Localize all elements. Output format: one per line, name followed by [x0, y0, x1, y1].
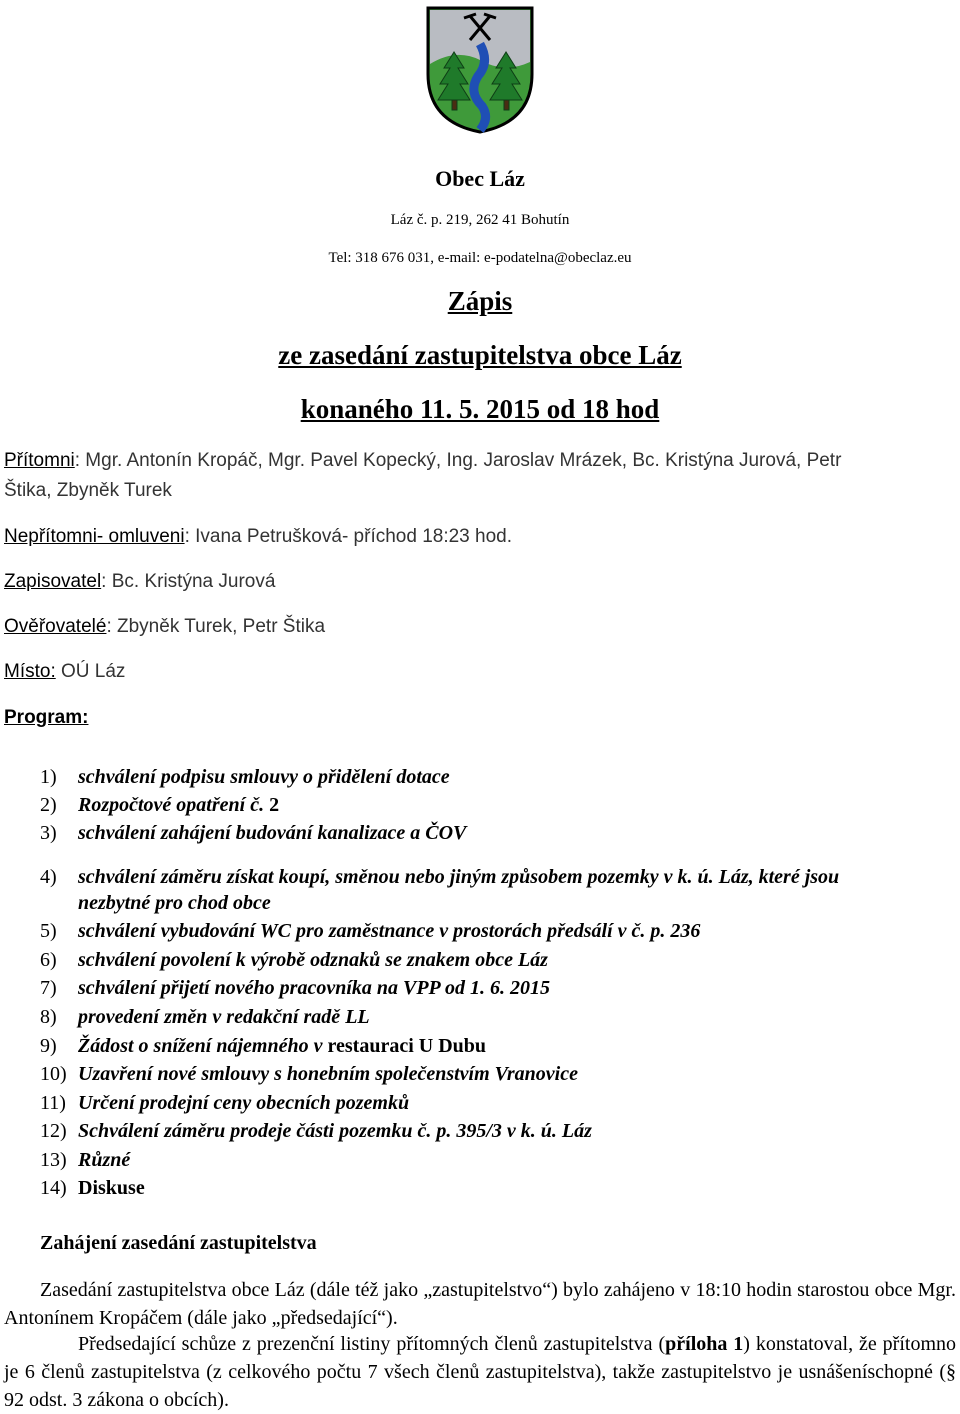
agenda-number: 7) [40, 977, 57, 999]
agenda-text-line2: nezbytné pro chod obce [78, 892, 271, 914]
agenda-item [40, 1175, 958, 1201]
agenda-item [40, 1004, 958, 1030]
agenda-number: 13) [40, 1149, 67, 1171]
agenda-item [40, 820, 958, 846]
municipal-coat-of-arms [424, 4, 536, 136]
agenda-text-main: Rozpočtové opatření č. [78, 794, 265, 816]
program-label: Program: [4, 707, 89, 728]
attachment-reference: příloha 1 [665, 1333, 744, 1355]
agenda-number: 6) [40, 949, 57, 971]
absent-label: Nepřítomni- omluveni [4, 526, 185, 547]
agenda-text: provedení změn v redakční radě LL [78, 1006, 370, 1028]
agenda-text: schválení přijetí nového pracovníka na VPP od 1. 6. 2015 [78, 977, 551, 999]
agenda-text-tail: 2 [264, 794, 280, 816]
agenda-text: schválení zahájení budování kanalizace a ČOV [78, 822, 467, 844]
agenda-item [40, 918, 958, 944]
absent-value: : Ivana Petrušková- příchod 18:23 hod. [184, 526, 513, 547]
agenda-number: 10) [40, 1063, 67, 1085]
place-value: OÚ Láz [55, 661, 126, 682]
present-line-2: Štika, Zbyněk Turek [4, 480, 172, 501]
agenda-number: 11) [40, 1092, 66, 1114]
agenda-item [40, 1090, 958, 1116]
agenda-item [40, 947, 958, 973]
absent-line [4, 526, 956, 548]
agenda-item [40, 1118, 958, 1144]
agenda-number: 9) [40, 1035, 57, 1057]
recorder-value: : Bc. Kristýna Jurová [101, 571, 276, 592]
agenda-text: Uzavření nové smlouvy s honebním společenstvím Vranovice [78, 1063, 578, 1085]
org-address: Láz č. p. 219, 262 41 Bohutín [390, 212, 570, 228]
agenda-text: Různé [78, 1149, 131, 1171]
recorder-line [4, 571, 956, 593]
agenda-number: 14) [40, 1177, 67, 1199]
place-label: Místo: [4, 661, 56, 682]
agenda-item [40, 1147, 958, 1173]
agenda-item [40, 1061, 958, 1087]
agenda-number: 2) [40, 794, 57, 816]
place-line [4, 661, 956, 683]
opening-paragraph: Zasedání zastupitelstva obce Láz (dále též jako „zastupitelstvo“) bylo zahájeno v 18:10 hodin starostou obce Mgr. Antonínem Kropáčem (dále jako „předsedající“). [4, 1279, 956, 1329]
agenda-item [40, 792, 958, 818]
agenda-text-main: Žádost o snížení nájemného v [78, 1035, 323, 1057]
document-subtitle-2: konaného 11. 5. 2015 od 18 hod [300, 394, 660, 424]
agenda-text: schválení povolení k výrobě odznaků se znakem obce Láz [78, 949, 548, 971]
verifiers-value: : Zbyněk Turek, Petr Štika [106, 616, 326, 637]
agenda-text: Schválení záměru prodeje části pozemku č. p. 395/3 v k. ú. Láz [78, 1120, 592, 1142]
recorder-label: Zapisovatel [4, 571, 102, 592]
quorum-text-b: ) konstatoval, že přítomno je 6 členů zastupitelstva (z celkového počtu 7 všech členů zastupitelstva), takže zastupitelstvo je usnášeníschopné (§ 92 odst. 3 zákona o obcích). [4, 1333, 956, 1411]
org-contact: Tel: 318 676 031, e-mail: e-podatelna@obeclaz.eu [328, 250, 632, 266]
agenda-number: 4) [40, 866, 57, 888]
agenda-number: 8) [40, 1006, 57, 1028]
verifiers-label: Ověřovatelé [4, 616, 107, 637]
agenda-text: Diskuse [78, 1177, 145, 1199]
agenda-text: Určení prodejní ceny obecních pozemků [78, 1092, 410, 1114]
quorum-paragraph [4, 1330, 956, 1414]
agenda-number: 3) [40, 822, 57, 844]
present-value: : Mgr. Antonín Kropáč, Mgr. Pavel Kopecký, Ing. Jaroslav Mrázek, Bc. Kristýna Jurová, Petr [74, 450, 842, 471]
agenda-text: schválení vybudování WC pro zaměstnance v prostorách předsálí v č. p. 236 [78, 920, 701, 942]
document-title: Zápis [447, 286, 513, 316]
agenda-number: 1) [40, 766, 57, 788]
agenda-number: 12) [40, 1120, 67, 1142]
agenda-item [40, 864, 958, 916]
present-label: Přítomni [4, 450, 75, 471]
agenda-item [40, 1033, 958, 1059]
agenda-text: schválení záměru získat koupí, směnou nebo jiným způsobem pozemky v k. ú. Láz, které jsou [78, 866, 840, 888]
agenda-text [78, 792, 958, 818]
document-subtitle-1: ze zasedání zastupitelstva obce Láz [278, 340, 682, 370]
agenda-number: 5) [40, 920, 57, 942]
agenda-text [78, 1033, 958, 1059]
agenda-text: schválení podpisu smlouvy o přidělení dotace [78, 766, 450, 788]
agenda-text-tail: restauraci U Dubu [322, 1035, 487, 1057]
agenda-item [40, 975, 958, 1001]
org-name: Obec Láz [435, 166, 525, 191]
verifiers-line [4, 616, 956, 638]
quorum-text-a: Předsedající schůze z prezenční listiny přítomných členů zastupitelstva ( [78, 1333, 666, 1355]
agenda-item [40, 764, 958, 790]
section-heading: Zahájení zasedání zastupitelstva [40, 1232, 317, 1254]
present-line-1 [4, 450, 956, 472]
